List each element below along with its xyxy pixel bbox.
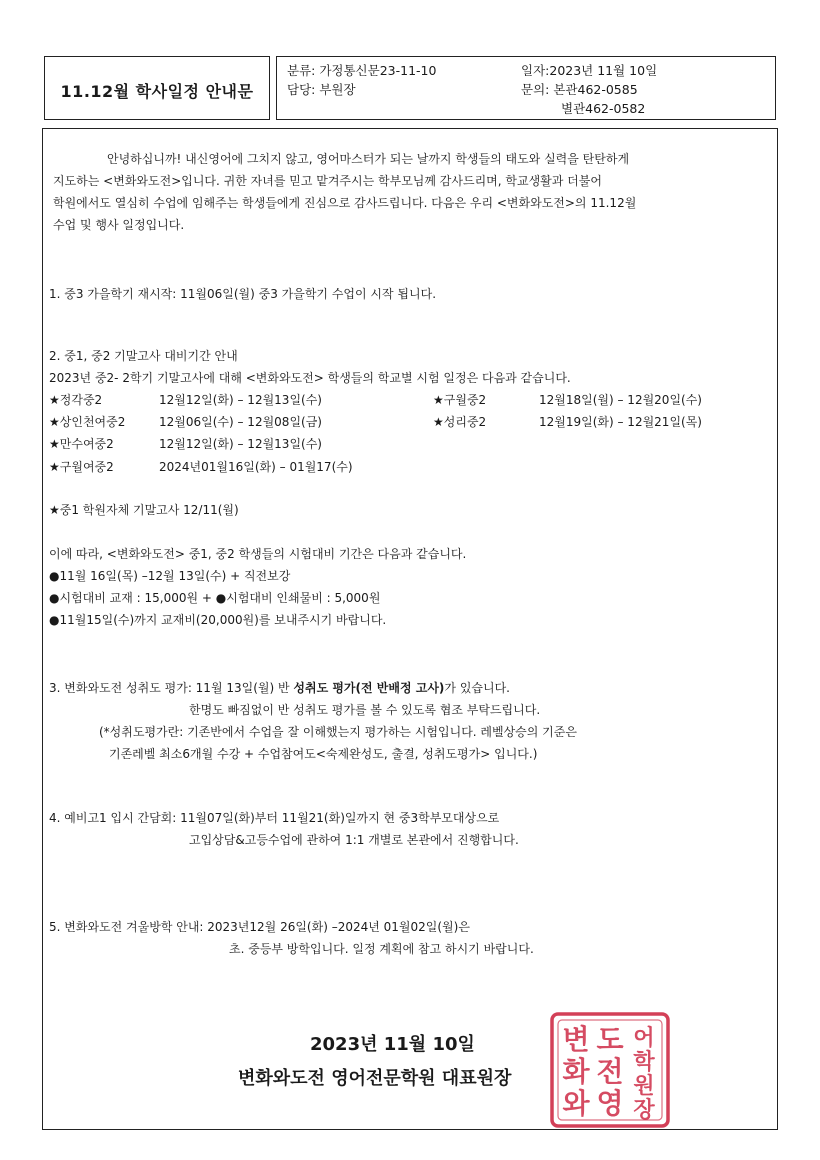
school-name: ★구월중2 bbox=[433, 393, 487, 407]
seal-glyph: 영 bbox=[596, 1087, 624, 1120]
seal-glyph: 도 bbox=[596, 1023, 624, 1056]
section-4-line: 4. 예비고1 입시 간담회: 11월07일(화)부터 11월21(화)일까지 현 중3학부모대상으로 bbox=[49, 811, 500, 825]
school-date: 12월18일(월) – 12월20일(수) bbox=[539, 393, 702, 407]
intro-line: 안녕하십니까! 내신영어에 그치지 않고, 영어마스터가 되는 날까지 학생들의 태도와 실력을 탄탄하게 bbox=[107, 152, 630, 166]
period-bullet: ●11월15일(수)까지 교재비(20,000원)를 보내주시기 바랍니다. bbox=[49, 613, 387, 627]
seal-glyph: 와 bbox=[562, 1087, 590, 1120]
section-2-title: 2. 중1, 중2 기말고사 대비기간 안내 bbox=[49, 349, 238, 363]
seal-glyph: 원 bbox=[633, 1073, 655, 1099]
school-date: 12월12일(화) – 12월13일(수) bbox=[159, 393, 322, 407]
seal-glyph: 전 bbox=[596, 1055, 624, 1088]
period-desc: 이에 따라, <변화와도전> 중1, 중2 학생들의 시험대비 기간은 다음과 같습니다. bbox=[49, 547, 467, 561]
seal-glyph: 화 bbox=[562, 1055, 590, 1088]
seal-glyph: 어 bbox=[633, 1025, 655, 1051]
school-date: 2024년01월16일(화) – 01월17(수) bbox=[159, 460, 353, 474]
official-seal bbox=[548, 1010, 672, 1130]
section-5-line: 초. 중등부 방학입니다. 일정 계획에 참고 하시기 바랍니다. bbox=[229, 942, 534, 956]
seal-glyph: 학 bbox=[633, 1049, 655, 1075]
closing-date: 2023년 11월 10일 bbox=[310, 1034, 475, 1055]
school-name: ★정각중2 bbox=[49, 393, 103, 407]
section-3-highlight: 성취도 평가(전 반배정 고사) bbox=[293, 681, 445, 695]
intro-line: 학원에서도 열심히 수업에 임해주는 학생들에게 진심으로 감사드립니다. 다음은 우리 <변화와도전>의 11.12월 bbox=[53, 196, 637, 210]
section-3-line: (*성취도평가란: 기존반에서 수업을 잘 이해했는지 평가하는 시험입니다. 레벨상승의 기준은 bbox=[99, 725, 577, 739]
manager: 담당: 부원장 bbox=[287, 82, 356, 97]
school-name: ★만수여중2 bbox=[49, 437, 114, 451]
section-3-text: 3. 변화와도전 성취도 평가: 11월 13일(월) 반 bbox=[49, 681, 294, 695]
main-content bbox=[42, 128, 778, 1130]
issue-date: 일자:2023년 11월 10일 bbox=[521, 63, 658, 78]
document-title: 11.12월 학사일정 안내문 bbox=[60, 82, 254, 101]
school-name: ★성리중2 bbox=[433, 415, 487, 429]
title-box bbox=[44, 56, 270, 120]
seal-glyph: 변 bbox=[562, 1023, 590, 1056]
section-3-text: 가 있습니다. bbox=[444, 681, 510, 695]
school-name: ★상인천여중2 bbox=[49, 415, 126, 429]
school-date: 12월19일(화) – 12월21일(목) bbox=[539, 415, 702, 429]
school-date: 12월06일(수) – 12월08일(금) bbox=[159, 415, 322, 429]
contact-annex: 별관462-0582 bbox=[561, 101, 646, 116]
school-date: 12월12일(화) – 12월13일(수) bbox=[159, 437, 322, 451]
section-1: 1. 중3 가을학기 재시작: 11월06일(월) 중3 가을학기 수업이 시작 됩니다. bbox=[49, 287, 437, 301]
contact-main: 문의: 본관462-0585 bbox=[521, 82, 638, 97]
intro-line: 지도하는 <변화와도전>입니다. 귀한 자녀를 믿고 맡겨주시는 학부모님께 감사드리며, 학교생활과 더불어 bbox=[53, 174, 602, 188]
period-bullet: ●11월 16일(목) –12월 13일(수) + 직전보강 bbox=[49, 569, 291, 583]
meta-box bbox=[276, 56, 776, 120]
classification: 분류: 가정통신문23-11-10 bbox=[287, 63, 437, 78]
section-3-line: 기존레벨 최소6개월 수강 + 수업참여도<숙제완성도, 출결, 성취도평가> 입니다.) bbox=[109, 747, 538, 761]
seal-glyph: 장 bbox=[633, 1097, 655, 1123]
section-2-desc: 2023년 중2- 2학기 기말고사에 대해 <변화와도전> 학생들의 학교별 시험 일정은 다음과 같습니다. bbox=[49, 371, 571, 385]
section-4-line: 고입상담&고등수업에 관하여 1:1 개별로 본관에서 진행합니다. bbox=[189, 833, 519, 847]
academy-exam: ★중1 학원자체 기말고사 12/11(월) bbox=[49, 503, 239, 517]
period-bullet: ●시험대비 교재 : 15,000원 + ●시험대비 인쇄물비 : 5,000원 bbox=[49, 591, 381, 605]
closing-signature: 변화와도전 영어전문학원 대표원장 bbox=[238, 1068, 512, 1089]
section-5-line: 5. 변화와도전 겨울방학 안내: 2023년12월 26일(화) –2024년 01월02일(월)은 bbox=[49, 920, 470, 934]
intro-line: 수업 및 행사 일정입니다. bbox=[53, 218, 185, 232]
school-name: ★구월여중2 bbox=[49, 460, 114, 474]
section-3-line bbox=[49, 680, 510, 696]
section-3-line: 한명도 빠짐없이 반 성취도 평가를 볼 수 있도록 협조 부탁드립니다. bbox=[189, 703, 541, 717]
